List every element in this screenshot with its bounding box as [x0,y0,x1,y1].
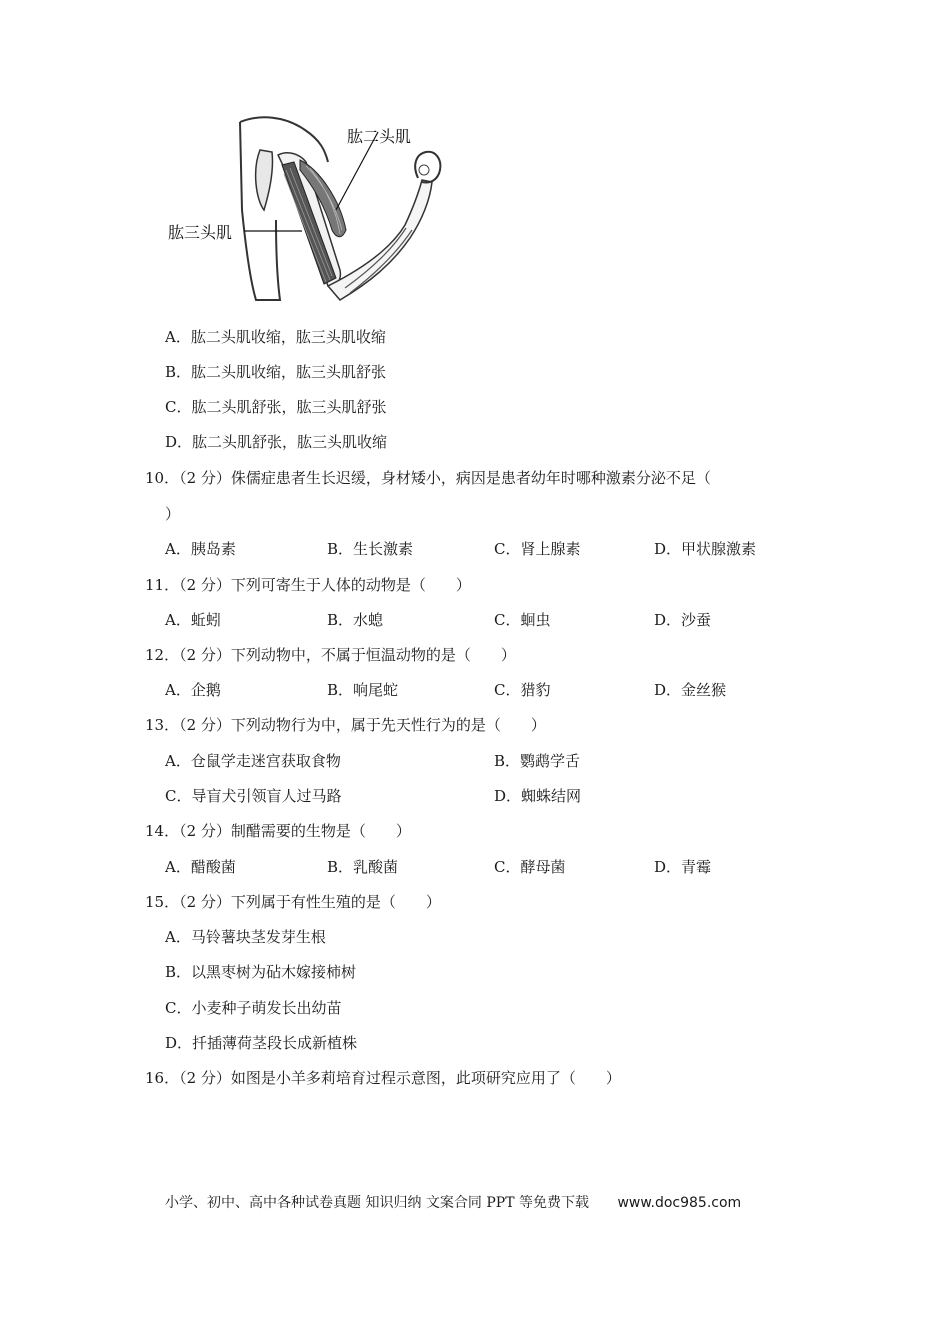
q9-option-d: D．肱二头肌舒张，肱三头肌收缩 [165,433,388,451]
q9-option-b: B．肱二头肌收缩，肱三头肌舒张 [165,363,387,381]
q10-stem-cont: ） [165,505,181,523]
q15-stem: 15．（2 分）下列属于有性生殖的是（ ） [145,893,441,911]
q13-option-a: A．仓鼠学走迷宫获取食物 [165,752,341,770]
footer-text: 小学、初中、高中各种试卷真题 知识归纳 文案合同 PPT 等免费下载 [165,1195,589,1211]
footer-url[interactable]: www.doc985.com [617,1195,742,1211]
q9-option-c: C．肱二头肌舒张，肱三头肌舒张 [165,398,387,416]
q9-option-a: A．肱二头肌收缩，肱三头肌收缩 [165,328,386,346]
q13-option-b: B．鹦鹉学舌 [494,752,581,770]
q14-option-b: B．乳酸菌 [327,858,399,876]
q12-option-a: A．企鹅 [165,681,221,699]
q12-option-c: C．猎豹 [494,681,551,699]
q14-stem: 14．（2 分）制醋需要的生物是（ ） [145,822,411,840]
q10-option-d: D．甲状腺激素 [654,540,757,558]
q10-option-a: A．胰岛素 [165,540,236,558]
q12-option-d: D．金丝猴 [654,681,727,699]
q11-option-c: C．蛔虫 [494,611,551,629]
arm-diagram-svg [160,110,460,310]
q13-option-d: D．蜘蛛结网 [494,787,582,805]
page-footer [165,1192,741,1212]
q11-option-d: D．沙蚕 [654,611,712,629]
q14-option-d: D．青霉 [654,858,712,876]
q14-option-c: C．酵母菌 [494,858,566,876]
q15-option-b: B．以黑枣树为砧木嫁接柿树 [165,963,357,981]
q10-option-b: B．生长激素 [327,540,414,558]
biceps-label: 肱二头肌 [347,127,412,146]
q15-option-d: D．扦插薄荷茎段长成新植株 [165,1034,358,1052]
q11-stem: 11．（2 分）下列可寄生于人体的动物是（ ） [145,576,471,594]
q13-stem: 13．（2 分）下列动物行为中，属于先天性行为的是（ ） [145,716,546,734]
q16-stem: 16．（2 分）如图是小羊多莉培育过程示意图，此项研究应用了（ ） [145,1069,621,1087]
triceps-label: 肱三头肌 [168,223,233,242]
q15-option-c: C．小麦种子萌发长出幼苗 [165,999,342,1017]
q14-option-a: A．醋酸菌 [165,858,236,876]
q15-option-a: A．马铃薯块茎发芽生根 [165,928,326,946]
q11-option-b: B．水螅 [327,611,384,629]
q10-stem: 10．（2 分）侏儒症患者生长迟缓，身材矮小，病因是患者幼年时哪种激素分泌不足（ [145,469,711,487]
arm-muscle-figure [160,110,460,310]
q13-option-c: C．导盲犬引领盲人过马路 [165,787,342,805]
q12-option-b: B．响尾蛇 [327,681,399,699]
q12-stem: 12．（2 分）下列动物中，不属于恒温动物的是（ ） [145,646,516,664]
q10-option-c: C．肾上腺素 [494,540,581,558]
q11-option-a: A．蚯蚓 [165,611,221,629]
